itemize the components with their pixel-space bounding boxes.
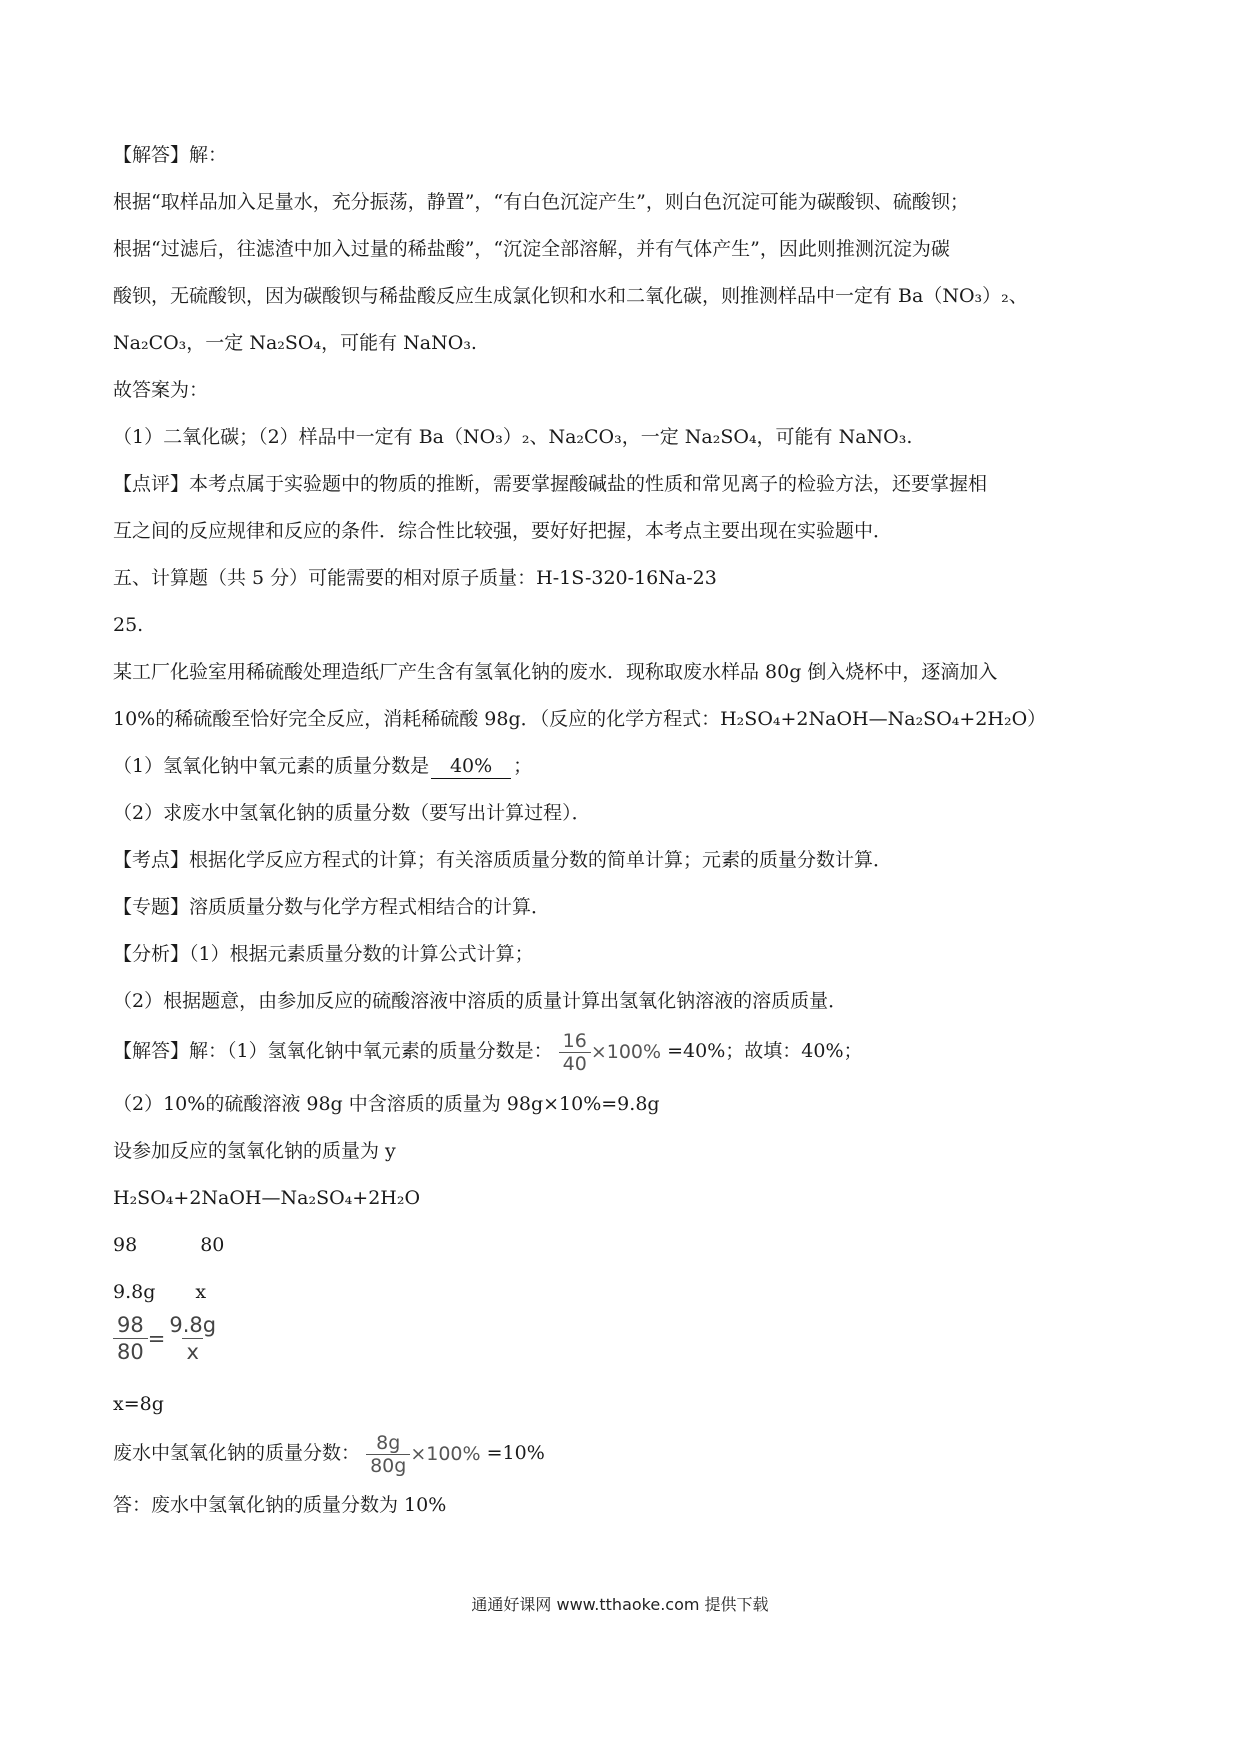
equals: = — [147, 1326, 166, 1351]
text-line: 根据“取样品加入足量水，充分振荡，静置”，“有白色沉淀产生”，则白色沉淀可能为碳酸钡、硫酸钡； — [113, 191, 969, 213]
denominator: x — [182, 1338, 202, 1365]
numerator: 16 — [562, 1029, 587, 1052]
section-heading: 五、计算题（共 5 分）可能需要的相对原子质量：H-1S-320-16Na-23 — [113, 567, 717, 589]
ratio-row — [113, 1280, 206, 1304]
subquestion-1-text: （1）氢氧化钠中氧元素的质量分数是 — [113, 755, 430, 777]
result-text: =10% — [486, 1442, 545, 1464]
fraction — [366, 1432, 410, 1477]
topic: 【专题】溶质质量分数与化学方程式相结合的计算． — [113, 896, 551, 918]
knowledge-point: 【考点】根据化学反应方程式的计算；有关溶质质量分数的简单计算；元素的质量分数计算． — [113, 849, 893, 871]
final-answer: 答：废水中氢氧化钠的质量分数为 10% — [113, 1494, 447, 1516]
solution-line — [113, 1428, 545, 1479]
denominator: 40 — [559, 1052, 591, 1075]
solution-line: （2）10%的硫酸溶液 98g 中含溶质的质量为 98g×10%=9.8g — [113, 1093, 660, 1115]
result-text: =40%；故填：40%； — [667, 1040, 863, 1062]
answer-blank: 40% — [431, 754, 511, 779]
subquestion-2: （2）求废水中氢氧化钠的质量分数（要写出计算过程）． — [113, 802, 591, 824]
fraction — [165, 1312, 220, 1365]
proportion — [113, 1312, 220, 1365]
equation: H₂SO₄+2NaOH—Na₂SO₄+2H₂O — [113, 1187, 421, 1209]
text-line: 根据“过滤后，往滤渣中加入过量的稀盐酸”，“沉淀全部溶解，并有气体产生”，因此则推测沉淀为碳 — [113, 238, 950, 260]
times-100: ×100% — [590, 1041, 662, 1063]
text-line: 故答案为： — [113, 379, 209, 401]
value: 80 — [200, 1234, 225, 1256]
value: x — [195, 1281, 207, 1303]
numerator: 98 — [117, 1313, 144, 1337]
text-line: Na₂CO₃，一定 Na₂SO₄，可能有 NaNO₃. — [113, 332, 477, 354]
footer-credit: 通通好课网 www.tthaoke.com 提供下载 — [471, 1595, 769, 1614]
denominator: 80g — [366, 1454, 410, 1477]
comment-line: 互之间的反应规律和反应的条件．综合性比较强，要好好把握，本考点主要出现在实验题中． — [113, 520, 893, 542]
answer-line: （1）二氧化碳；（2）样品中一定有 Ba（NO₃）₂、Na₂CO₃，一定 Na₂SO₄，可能有 NaNO₃. — [113, 426, 913, 448]
question-text: 某工厂化验室用稀硫酸处理造纸厂产生含有氢氧化钠的废水．现称取废水样品 80g 倒入烧杯中，逐滴加入 — [113, 661, 998, 683]
solution-text: 废水中氢氧化钠的质量分数： — [113, 1442, 361, 1464]
solution-line: 设参加反应的氢氧化钠的质量为 y — [113, 1140, 396, 1162]
solution-line: x=8g — [113, 1393, 164, 1415]
analysis-line: （2）根据题意，由参加反应的硫酸溶液中溶质的质量计算出氢氧化钠溶液的溶质质量． — [113, 990, 848, 1012]
numerator: 8g — [376, 1431, 401, 1454]
question-text: 10%的稀硫酸至恰好完全反应，消耗稀硫酸 98g．（反应的化学方程式：H₂SO₄+2NaOH—Na₂SO₄+2H₂O） — [113, 708, 1047, 730]
subquestion-1 — [113, 754, 532, 779]
fraction — [559, 1030, 591, 1075]
question-number: 25. — [113, 614, 144, 636]
numerator: 9.8g — [169, 1313, 217, 1337]
denominator: 80 — [113, 1338, 148, 1365]
answer-heading: 【解答】解： — [113, 144, 228, 166]
ratio-row — [113, 1233, 224, 1257]
solution-text: 【解答】解：（1）氢氧化钠中氧元素的质量分数是： — [113, 1040, 553, 1062]
value: 9.8g — [113, 1281, 156, 1303]
fraction — [113, 1312, 148, 1365]
value: 98 — [113, 1234, 138, 1256]
times-100: ×100% — [410, 1443, 481, 1465]
punct: ； — [513, 755, 533, 777]
solution-line — [113, 1026, 863, 1077]
text-line: 酸钡，无硫酸钡，因为碳酸钡与稀盐酸反应生成氯化钡和水和二氧化碳，则推测样品中一定有 Ba（NO₃）₂、 — [113, 285, 1028, 307]
comment-line: 【点评】本考点属于实验题中的物质的推断，需要掌握酸碱盐的性质和常见离子的检验方法，还要掌握相 — [113, 473, 988, 495]
analysis-line: 【分析】（1）根据元素质量分数的计算公式计算； — [113, 943, 534, 965]
